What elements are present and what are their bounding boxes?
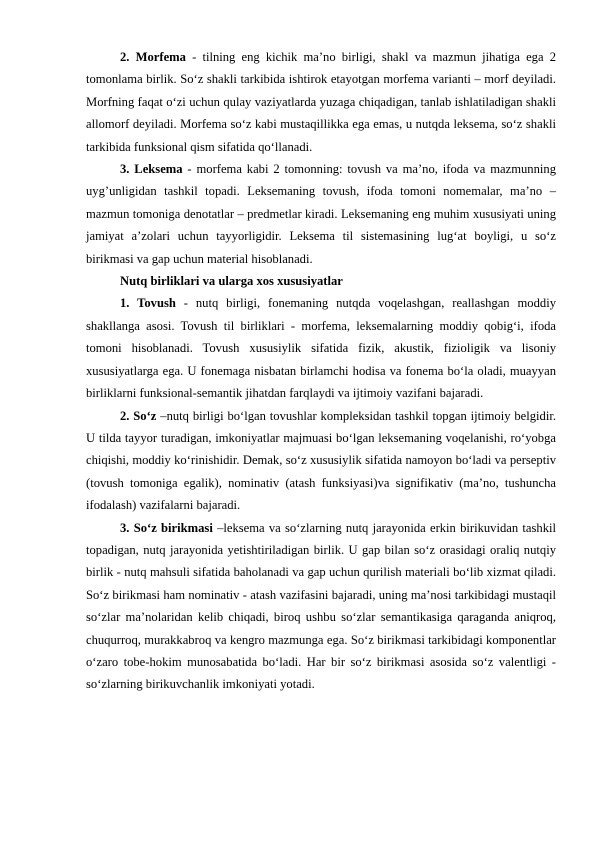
term-soz: 2. So‘z	[120, 408, 157, 423]
paragraph-soz-birikmasi-text: –leksema va so‘zlarning nutq jarayonida erkin birikuvidan tashkil topadigan, nutq jarayonida yetishtiriladigan birlik. U gap bilan so‘z orasidagi oraliq nutqiy birlik - nutq mahsuli sifatida baholanadi va gap uchun qurilish materiali bo‘lib xizmat qiladi. So‘z birikmasi ham nominativ - atash vazifasini bajaradi, uning ma’nosi tarkibidagi mustaqil so‘zlar ma’nolaridan kelib chiqadi, biroq ushbu so‘zlar semantikasiga qaraganda aniqroq, chuqurroq, murakkabroq va kengro mazmunga ega. So‘z birikmasi tarkibidagi komponentlar o‘zaro tobe-hokim munosabatida bo‘ladi. Har bir so‘z birikmasi asosida so‘z valentligi - so‘zlarning birikuvchanlik imkoniyati yotadi.	[86, 520, 556, 692]
paragraph-soz	[86, 405, 556, 517]
paragraph-leksema-text: - morfema kabi 2 tomonning: tovush va ma’no, ifoda va mazmunning uyg’unligidan tashkil topadi. Leksemaning tovush, ifoda tomoni nomemalar, ma’no –mazmun tomoniga denotatlar – predmetlar kiradi. Leksemaning eng muhim xususiyati uning jamiyat a’zolari uchun tayyorligidir. Leksema til sistemasining lug‘at boyligi, u so‘z birikmasi va gap uchun material hisoblanadi.	[86, 162, 556, 266]
paragraph-morfema	[86, 46, 556, 158]
term-morfema: 2. Morfema	[120, 50, 186, 64]
term-soz-birikmasi: 3. So‘z birikmasi	[120, 520, 213, 535]
section-heading: Nutq birliklari va ularga xos xususiyatlar	[120, 274, 343, 289]
term-tovush: 1. Tovush	[120, 296, 176, 311]
paragraph-tovush	[86, 292, 556, 404]
paragraph-leksema	[86, 158, 556, 270]
paragraph-tovush-text: - nutq birligi, fonemaning nutqda voqelashgan, reallashgan moddiy shakllanga asosi. Tovush til birliklari - morfema, leksemalarning moddiy qobig‘i, ifoda tomoni hisoblanadi. Tovush xususiylik sifatida fizik, akustik, fizioligik va lisoniy xususiyatlarga ega. U fonemaga nisbatan birlamchi hodisa va fonema bo‘la oladi, muayyan birliklarni funksional-semantik jihatdan farqlaydi va ijtimoiy vazifani bajaradi.	[86, 296, 556, 401]
document-page	[86, 46, 556, 696]
paragraph-soz-text: –nutq birligi bo‘lgan tovushlar kompleksidan tashkil topgan ijtimoiy belgidir. U tilda tayyor turadigan, imkoniyatlar majmuasi bo‘lgan leksemaning voqelanishi, ro‘yobga chiqishi, moddiy ko‘rinishidir. Demak, so‘z xususiylik sifatida namoyon bo‘ladi va perseptiv (tovush tomoniga egalik), nominativ (atash funksiyasi)va signifikativ (ma’no, tushuncha ifodalash) vazifalarni bajaradi.	[86, 408, 556, 513]
paragraph-soz-birikmasi	[86, 517, 556, 696]
paragraph-morfema-text: - tilning eng kichik ma’no birligi, shakl va mazmun jihatiga ega 2 tomonlama birlik. So‘z shakli tarkibida ishtirok etayotgan morfema varianti – morf deyiladi. Morfning faqat o‘zi uchun qulay vaziyatlarda yuzaga chiqadigan, tanlab ishlatiladigan shakli allomorf deyiladi. Morfema so‘z kabi mustaqillikka ega emas, u nutqda leksema, so‘z shakli tarkibida funksional qism sifatida qo‘llanadi.	[86, 50, 556, 154]
term-leksema: 3. Leksema	[120, 162, 183, 177]
